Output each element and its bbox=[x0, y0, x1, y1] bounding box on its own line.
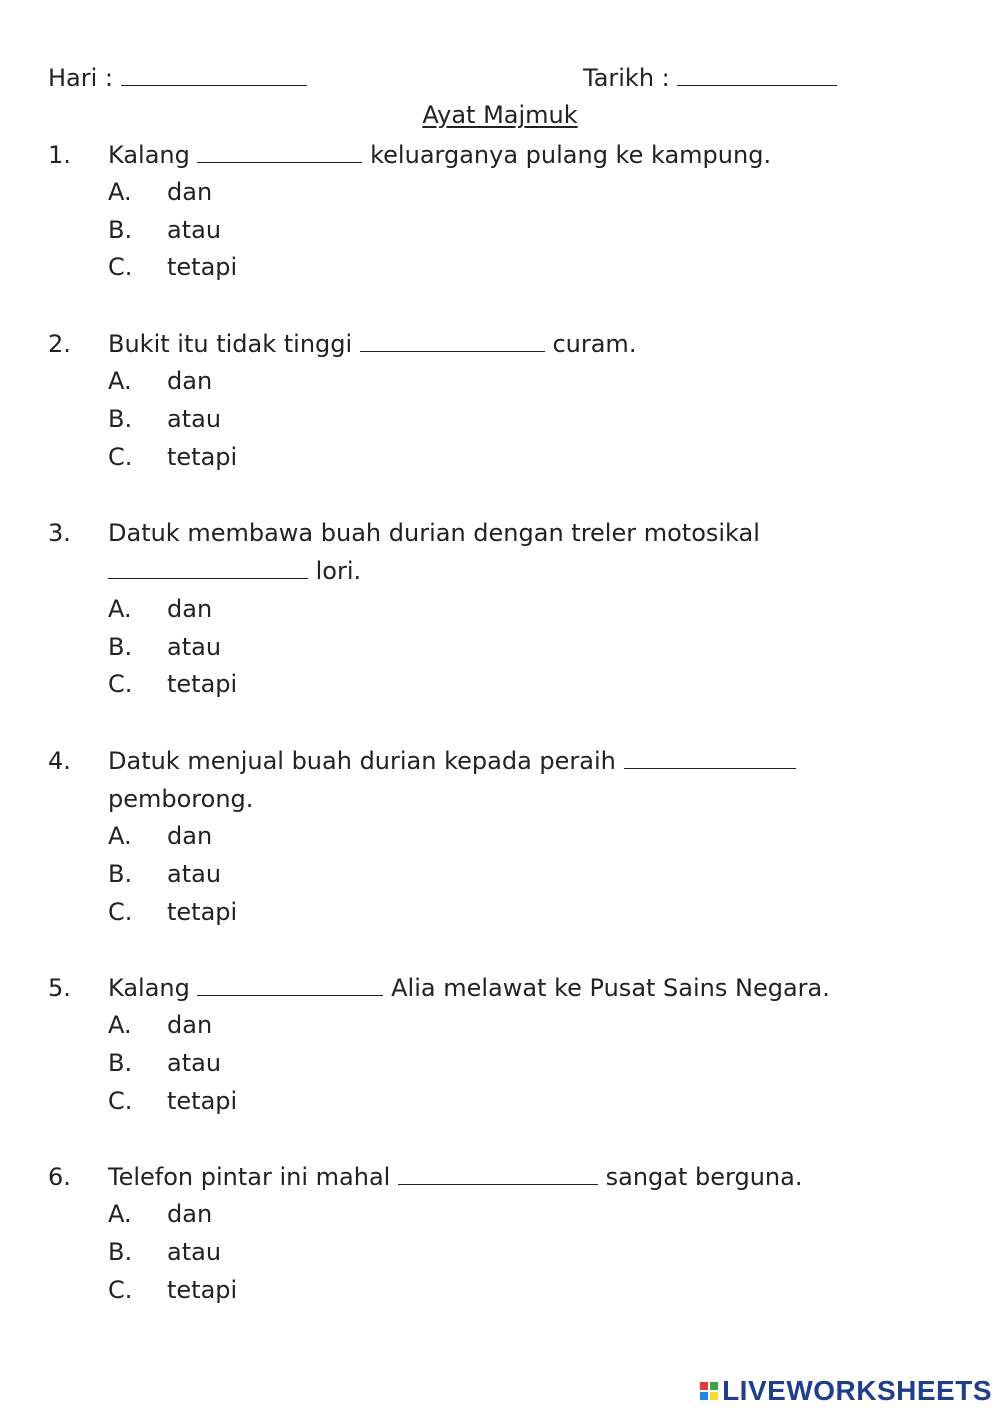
option-text[interactable]: atau bbox=[167, 1049, 222, 1077]
question-text-after: sangat berguna. bbox=[605, 1163, 803, 1191]
liveworksheets-logo-icon bbox=[700, 1382, 718, 1400]
answer-blank[interactable] bbox=[197, 140, 362, 163]
question-text-before: Kalang bbox=[108, 141, 190, 169]
option-letter: C. bbox=[108, 670, 133, 698]
date-label: Tarikh : bbox=[583, 64, 670, 92]
option-letter: C. bbox=[108, 898, 133, 926]
question-number: 6. bbox=[48, 1163, 71, 1191]
option-text[interactable]: dan bbox=[167, 1011, 213, 1039]
option-letter: B. bbox=[108, 405, 133, 433]
question-number: 2. bbox=[48, 330, 71, 358]
question-text bbox=[108, 329, 636, 359]
option-text[interactable]: tetapi bbox=[167, 670, 238, 698]
option-letter: B. bbox=[108, 1049, 133, 1077]
question-text-before: Kalang bbox=[108, 974, 190, 1002]
option-text[interactable]: tetapi bbox=[167, 253, 238, 281]
question-number: 4. bbox=[48, 747, 71, 775]
question-number: 5. bbox=[48, 974, 71, 1002]
option-text[interactable]: dan bbox=[167, 595, 213, 623]
date-field bbox=[583, 63, 837, 93]
answer-blank[interactable] bbox=[624, 746, 796, 769]
question-text: Datuk membawa buah durian dengan treler motosikal bbox=[108, 519, 760, 547]
answer-blank[interactable] bbox=[197, 973, 383, 996]
question-text bbox=[108, 746, 796, 776]
answer-blank[interactable] bbox=[360, 329, 545, 352]
option-letter: B. bbox=[108, 216, 133, 244]
option-text[interactable]: atau bbox=[167, 405, 222, 433]
question-text-line2 bbox=[108, 556, 361, 586]
option-text[interactable]: dan bbox=[167, 178, 213, 206]
question-text-after: Alia melawat ke Pusat Sains Negara. bbox=[391, 974, 830, 1002]
day-label: Hari : bbox=[48, 64, 114, 92]
option-text[interactable]: atau bbox=[167, 860, 222, 888]
option-letter: A. bbox=[108, 178, 132, 206]
option-text[interactable]: atau bbox=[167, 633, 222, 661]
logo-square bbox=[700, 1392, 708, 1400]
answer-blank[interactable] bbox=[398, 1162, 598, 1185]
option-letter: A. bbox=[108, 822, 132, 850]
option-text[interactable]: tetapi bbox=[167, 443, 238, 471]
question-text bbox=[108, 973, 830, 1003]
question-text-before: Telefon pintar ini mahal bbox=[108, 1163, 391, 1191]
logo-square bbox=[710, 1382, 718, 1390]
option-letter: C. bbox=[108, 443, 133, 471]
page-title: Ayat Majmuk bbox=[422, 101, 578, 129]
option-letter: A. bbox=[108, 367, 132, 395]
option-letter: B. bbox=[108, 633, 133, 661]
option-text[interactable]: atau bbox=[167, 216, 222, 244]
option-text[interactable]: tetapi bbox=[167, 1087, 238, 1115]
question-text bbox=[108, 1162, 802, 1192]
option-text[interactable]: dan bbox=[167, 1200, 213, 1228]
option-letter: B. bbox=[108, 860, 133, 888]
liveworksheets-logo bbox=[700, 1375, 992, 1407]
question-text-after: keluarganya pulang ke kampung. bbox=[370, 141, 772, 169]
option-letter: B. bbox=[108, 1238, 133, 1266]
question-text-after: curam. bbox=[552, 330, 637, 358]
option-text[interactable]: dan bbox=[167, 822, 213, 850]
question-text-before: Bukit itu tidak tinggi bbox=[108, 330, 353, 358]
day-field bbox=[48, 63, 307, 93]
option-letter: C. bbox=[108, 1276, 133, 1304]
option-text[interactable]: dan bbox=[167, 367, 213, 395]
question-text bbox=[108, 140, 771, 170]
logo-square bbox=[700, 1382, 708, 1390]
answer-blank[interactable] bbox=[108, 556, 308, 579]
question-text-before: Datuk menjual buah durian kepada peraih bbox=[108, 747, 616, 775]
question-number: 3. bbox=[48, 519, 71, 547]
option-letter: A. bbox=[108, 595, 132, 623]
option-text[interactable]: atau bbox=[167, 1238, 222, 1266]
option-text[interactable]: tetapi bbox=[167, 1276, 238, 1304]
day-blank[interactable] bbox=[121, 63, 307, 86]
option-text[interactable]: tetapi bbox=[167, 898, 238, 926]
question-number: 1. bbox=[48, 141, 71, 169]
option-letter: A. bbox=[108, 1011, 132, 1039]
date-blank[interactable] bbox=[677, 63, 837, 86]
option-letter: C. bbox=[108, 1087, 133, 1115]
logo-square bbox=[710, 1392, 718, 1400]
option-letter: A. bbox=[108, 1200, 132, 1228]
question-text-line2: pemborong. bbox=[108, 785, 254, 813]
logo-text: LIVEWORKSHEETS bbox=[722, 1375, 992, 1406]
question-text-after: lori. bbox=[315, 557, 362, 585]
option-letter: C. bbox=[108, 253, 133, 281]
